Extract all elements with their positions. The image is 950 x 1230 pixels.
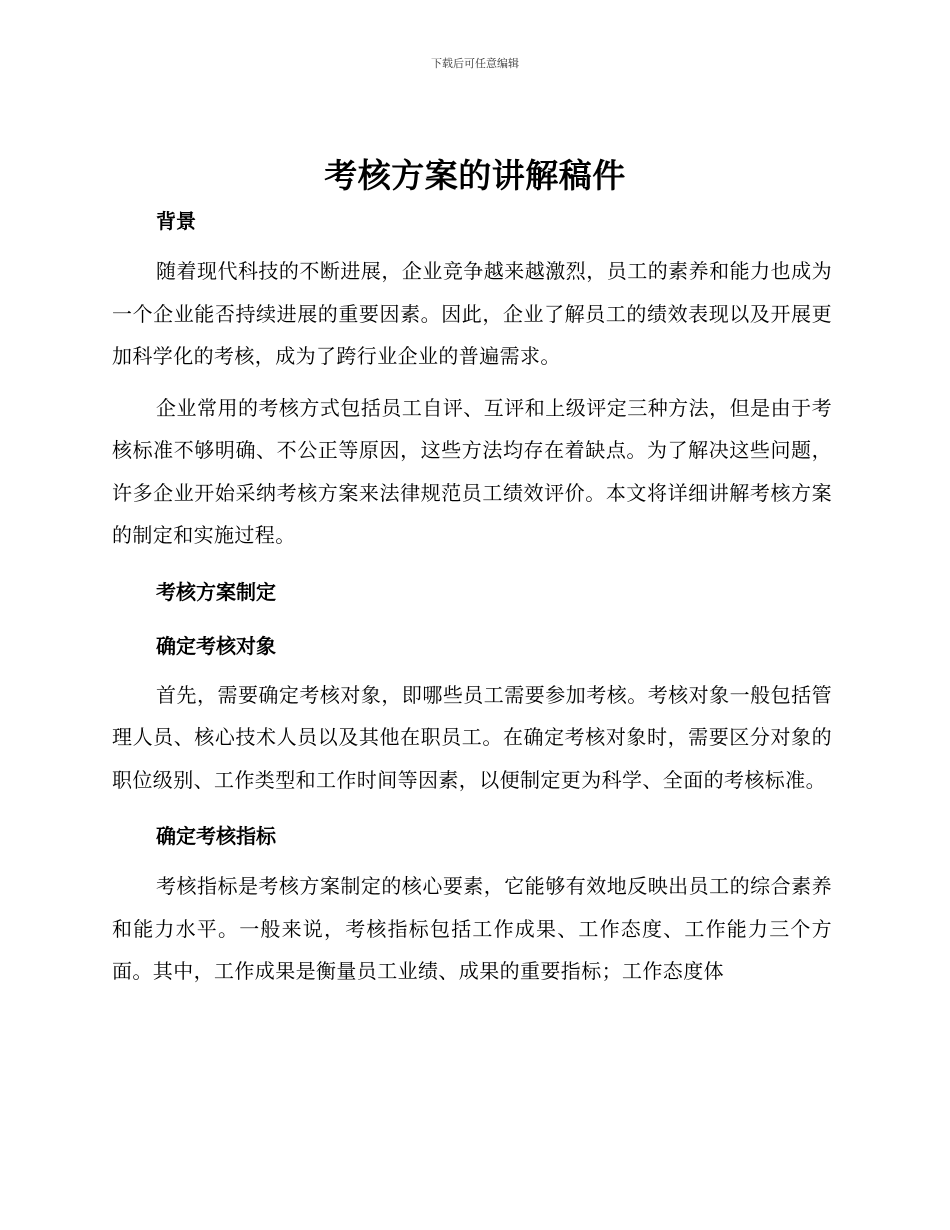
- paragraph-background-2: 企业常用的考核方式包括员工自评、互评和上级评定三种方法，但是由于考核标准不够明确、不公正等原因，这些方法均存在着缺点。为了解决这些问题，许多企业开始采纳考核方案来法律规范员工绩效评价。本文将详细讲解考核方案的制定和实施过程。: [112, 395, 832, 547]
- paragraph-object: 首先，需要确定考核对象，即哪些员工需要参加考核。考核对象一般包括管理人员、核心技术人员以及其他在职员工。在确定考核对象时，需要区分对象的职位级别、工作类型和工作时间等因素，以便制定更为科学、全面的考核标准。: [112, 682, 832, 792]
- subsection-heading-index: 确定考核指标: [156, 824, 276, 848]
- document-title: 考核方案的讲解稿件: [324, 156, 626, 195]
- section-heading-plan: 考核方案制定: [156, 579, 276, 604]
- paragraph-background-1: 随着现代科技的不断进展，企业竞争越来越激烈，员工的素养和能力也成为一个企业能否持续进展的重要因素。因此，企业了解员工的绩效表现以及开展更加科学化的考核，成为了跨行业企业的普遍需求。: [112, 259, 832, 368]
- section-heading-background: 背景: [156, 209, 196, 233]
- page-header-note: 下载后可任意编辑: [431, 57, 519, 70]
- subsection-heading-object: 确定考核对象: [156, 633, 276, 658]
- paragraph-index: 考核指标是考核方案制定的核心要素，它能够有效地反映出员工的综合素养和能力水平。一般来说，考核指标包括工作成果、工作态度、工作能力三个方面。其中，工作成果是衡量员工业绩、成果的重要指标；工作态度体: [112, 874, 832, 983]
- document-body: [112, 202, 832, 993]
